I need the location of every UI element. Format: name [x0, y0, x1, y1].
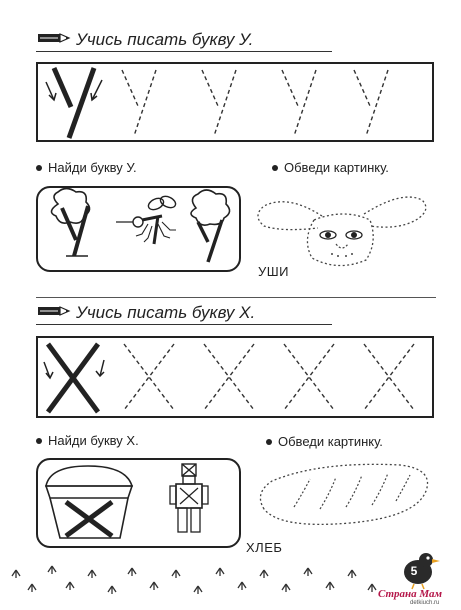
- bird-mascot-icon: [396, 550, 446, 590]
- section-x-find-task: Найди букву Х.: [36, 433, 139, 448]
- site-url: detkiuch.ru: [410, 600, 440, 606]
- rabbit-trace-picture: [252, 180, 432, 270]
- section-u-find-task: Найди букву У.: [36, 160, 137, 175]
- section-x-picture-caption: ХЛЕБ: [246, 540, 283, 555]
- section-separator: [36, 297, 436, 298]
- site-watermark: Страна Мам: [378, 588, 443, 600]
- section-x-heading-rule: [36, 324, 332, 325]
- section-u-heading: Учись писать букву У.: [76, 30, 254, 49]
- section-x-trace-task: Обведи картинку.: [266, 434, 383, 449]
- section-x-heading: Учись писать букву Х.: [76, 303, 256, 322]
- section-u-picture-caption: УШИ: [258, 264, 290, 279]
- page-number: 5: [410, 564, 418, 578]
- bird-footprints-decoration: [4, 560, 404, 600]
- section-u-heading-rule: [36, 51, 332, 52]
- bread-trace-picture: [250, 455, 436, 535]
- pencil-icon: [38, 306, 70, 316]
- letter-u-trace-row: [116, 62, 434, 142]
- hidden-letter-u-pictures: [36, 186, 241, 272]
- letter-x-sample: [36, 336, 116, 418]
- letter-u-sample: [36, 62, 116, 142]
- pencil-icon: [38, 33, 70, 43]
- hidden-letter-x-pictures: [36, 458, 241, 548]
- section-u-trace-task: Обведи картинку.: [272, 160, 389, 175]
- letter-x-trace-row: [116, 336, 434, 418]
